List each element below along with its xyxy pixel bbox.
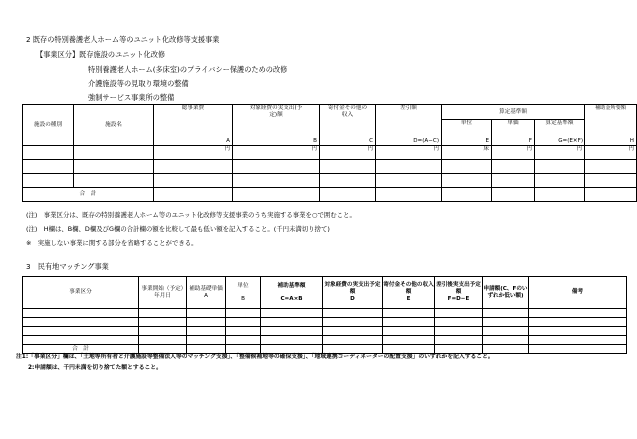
s3-header-subsidy-base [261,277,323,309]
section2-title: 2 既存の特別養護老人ホーム等のユニット化改修等支援事業 [26,35,220,44]
s3-header-subsidy-base-code: C=A×B [280,295,303,302]
s3-header-apply: 申請額(C、Fのいずれか低い額) [483,277,529,309]
unit-cell: 円 [233,146,320,160]
header-facility-name: 施設名 [74,105,154,146]
section3-table [22,276,627,354]
s3-header-subsidy-base-label: 補助基準額 [277,282,306,289]
header-deduction-code: D=(A−C) [413,138,439,145]
header-subsidy [585,105,637,146]
section2-item-3: 強制サービス事業所の整備 [88,93,175,102]
header-unit-price-code: E [485,138,489,145]
section2-item-1: 特別養護老人ホーム(多床室)のプライバシー保護のための改修 [88,65,288,74]
unit-cell: 円 [535,146,585,160]
header-total-cost-label: 総事業費 [181,105,205,111]
header-unit-price [442,120,492,146]
header-standard-amount-label: 算定基準額 [545,120,574,126]
s3-header-target-cost-label: 対象経費の実支出予定額 [324,282,381,295]
table-row [23,160,637,174]
s3-header-donation-code: E [406,295,411,302]
s3-header-deduction [435,277,483,309]
section2-note-1: (注) 事業区分は、既存の特別養護老人ホーム等のユニット化改修等支援事業のうち実施する事業を○で囲むこと。 [26,211,356,219]
header-total-cost-code: A [226,138,230,145]
s3-total-label: 合 計 [23,345,139,354]
section2-category-line: 【事業区分】既存施設のユニット化改修 [36,50,166,59]
header-facility-type: 施設の種別 [23,105,74,146]
header-donation [320,105,376,146]
s3-header-base-unit-code: A [204,292,208,299]
section3-note-2: 2:申請額は、千円未満を切り捨てた額とすること。 [28,365,162,371]
total-label: 合 計 [23,188,154,202]
unit-cell: 円 [492,146,535,160]
s3-header-unit [226,277,261,309]
table-row [23,174,637,188]
header-standard-amount-code: G=(E✕F) [558,138,584,145]
header-target-cost-label: 対象経費の実支出(予定)額 [249,105,303,118]
header-total-cost [154,105,233,146]
total-row [23,188,637,202]
unit-cell: 床 [442,146,492,160]
unit-cell: 円 [585,146,637,160]
cell [23,146,74,160]
s3-header-base-unit-label: 補助基礎単価 [189,285,223,292]
section2-note-3: ※ 実施しない事業に関する部分を省略することができる。 [26,239,198,247]
cell [74,146,154,160]
header-donation-code: C [369,138,373,145]
unit-cell: 円 [376,146,442,160]
header-subsidy-label: 補助金所要額 [594,105,627,111]
header-standard: 算定基準額 [442,105,585,120]
s3-header-deduction-code: F=D−E [447,295,470,302]
header-donation-label: 寄付金その他の収入 [327,105,368,118]
unit-cell: 円 [154,146,233,160]
s3-header-deduction-label: 差引後実支出予定額 [436,282,481,295]
header-unit-code: F [528,138,532,145]
s3-header-target-cost [323,277,383,309]
header-deduction [376,105,442,146]
header-target-cost [233,105,320,146]
table-row [23,318,627,327]
table-row [23,327,627,336]
s3-header-category: 事業区分 [23,277,139,309]
s3-header-donation [383,277,435,309]
header-target-cost-code: B [313,138,317,145]
header-unit-label: 単価 [507,120,519,126]
s3-header-donation-label: 寄付金その他の収入額 [383,282,434,295]
table-row [23,309,627,318]
section2-table [22,104,637,202]
s3-header-target-cost-code: D [350,295,355,302]
table-row [23,146,637,160]
s3-header-remarks: 備考 [529,277,627,309]
header-deduction-label: 差引額 [400,105,417,111]
s3-header-base-unit [187,277,226,309]
section2-item-2: 介護施設等の見取り環境の整備 [88,79,189,88]
unit-cell: 円 [320,146,376,160]
section2-note-2: (注) H欄は、B欄、D欄及びG欄の合計欄の額を比較して最も低い額を記入すること。(千円未満切り捨て) [26,225,330,233]
header-unit-price-label: 単位 [460,120,473,126]
header-unit [492,120,535,146]
s3-header-unit-code: B [241,295,245,302]
s3-header-unit-label: 単位 [237,282,249,289]
section3-note-1: 注1:「事業区分」欄は、「土地等所有者と介護施設等整備法人等のマッチング支援」、「整備候補地等の確保支援」、「地域連携コーディネーターの配置支援」のいずれかを記入すること。 [16,354,494,360]
header-subsidy-code: H [629,138,635,145]
section3-title: 3 民有地マッチング事業 [26,262,109,271]
s3-header-start: 事業開始（予定）年月日 [139,277,187,309]
header-standard-amount [535,120,585,146]
table-row [23,336,627,345]
